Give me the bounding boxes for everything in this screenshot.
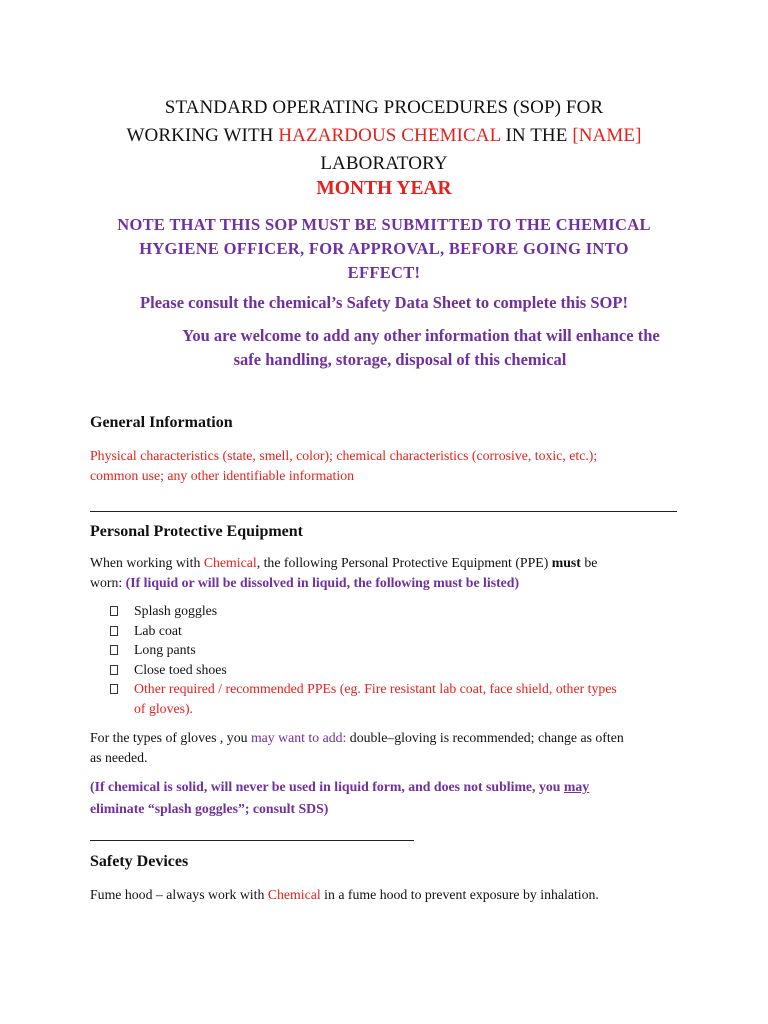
consult-sds-note: Please consult the chemical’s Safety Data Sheet to complete this SOP! [140,293,628,312]
solid-line-1 [90,776,690,798]
bullet-icon [110,626,118,636]
solid-chemical-note [90,776,690,820]
ppe-intro-line-2 [90,573,690,593]
fume-text: in a fume hood to prevent exposure by inhalation. [320,887,599,902]
list-item [110,640,680,660]
note-line-2: HYGIENE OFFICER, FOR APPROVAL, BEFORE GOING INTO [139,239,629,258]
list-item [110,621,680,641]
title-text: IN THE [500,125,573,146]
bullet-icon [110,606,118,616]
date-placeholder: MONTH YEAR [316,178,452,199]
note-line-3: EFFECT! [347,263,421,282]
solid-may: may [563,779,590,794]
ppe-intro-text: When working with [90,555,204,570]
welcome-line-1: You are welcome to add any other information that will enhance the [182,326,660,345]
ppe-list [110,601,680,718]
title-chemical-placeholder: HAZARDOUS CHEMICAL [278,125,501,146]
ppe-intro [90,553,690,593]
welcome-note [120,324,680,372]
safety-devices-heading: Safety Devices [90,853,189,870]
bullet-icon [110,684,118,694]
submission-note [80,213,688,285]
title-line-3: LABORATORY [320,153,448,174]
general-information-text [90,446,690,486]
general-information-heading: General Information [90,414,233,431]
ppe-intro-text: worn: [90,575,126,590]
other-ppe-line-2: of gloves). [134,700,194,716]
general-line-1: Physical characteristics (state, smell, color); chemical characteristics (corrosive, toxic, etc.); [90,448,598,463]
title-name-placeholder: [NAME] [572,125,642,146]
ppe-intro-text: be [580,555,598,570]
gloves-line-1 [90,728,690,748]
document-title [70,94,698,178]
title-line-1: STANDARD OPERATING PROCEDURES (SOP) FOR [164,97,604,118]
section-divider [90,511,677,512]
gloves-text: For the types of gloves , you [90,730,251,745]
list-item-label: Long pants [134,642,196,657]
bullet-icon [110,645,118,655]
list-item-label: Splash goggles [134,603,218,618]
gloves-may-add: may want to add: [250,730,347,745]
fume-hood-text [90,885,690,905]
other-ppe-line-1: Other required / recommended PPEs (eg. Fire resistant lab coat, face shield, other types [134,681,617,696]
bullet-icon [110,665,118,675]
chemical-placeholder: Chemical [267,887,321,902]
section-divider-short [90,840,414,841]
ppe-must: must [551,555,581,570]
list-item [110,601,680,621]
title-line-2 [70,122,698,150]
list-item-label: Close toed shoes [134,661,227,677]
gloves-text: double–gloving is recommended; change as often [346,730,624,745]
list-item [110,660,680,680]
list-item-other-ppe [110,679,680,718]
general-line-2: common use; any other identifiable information [90,468,354,483]
ppe-liquid-note: (If liquid or will be dissolved in liquid, the following must be listed) [125,575,520,590]
title-text: WORKING WITH [126,125,279,146]
solid-text: (If chemical is solid, will never be used in liquid form, and does not sublime, you [90,779,564,794]
chemical-placeholder: Chemical [203,555,257,570]
list-item-label: Lab coat [134,622,182,638]
gloves-note [90,728,690,768]
ppe-intro-text: , the following Personal Protective Equipment (PPE) [256,555,552,570]
note-line-1: NOTE THAT THIS SOP MUST BE SUBMITTED TO THE CHEMICAL [117,215,651,234]
gloves-line-2: as needed. [90,750,148,765]
welcome-line-2: safe handling, storage, disposal of this chemical [233,350,567,369]
solid-line-2: eliminate “splash goggles”; consult SDS) [90,801,329,816]
ppe-heading: Personal Protective Equipment [90,523,304,540]
ppe-intro-line-1 [90,553,690,573]
fume-text: Fume hood – always work with [90,887,268,902]
